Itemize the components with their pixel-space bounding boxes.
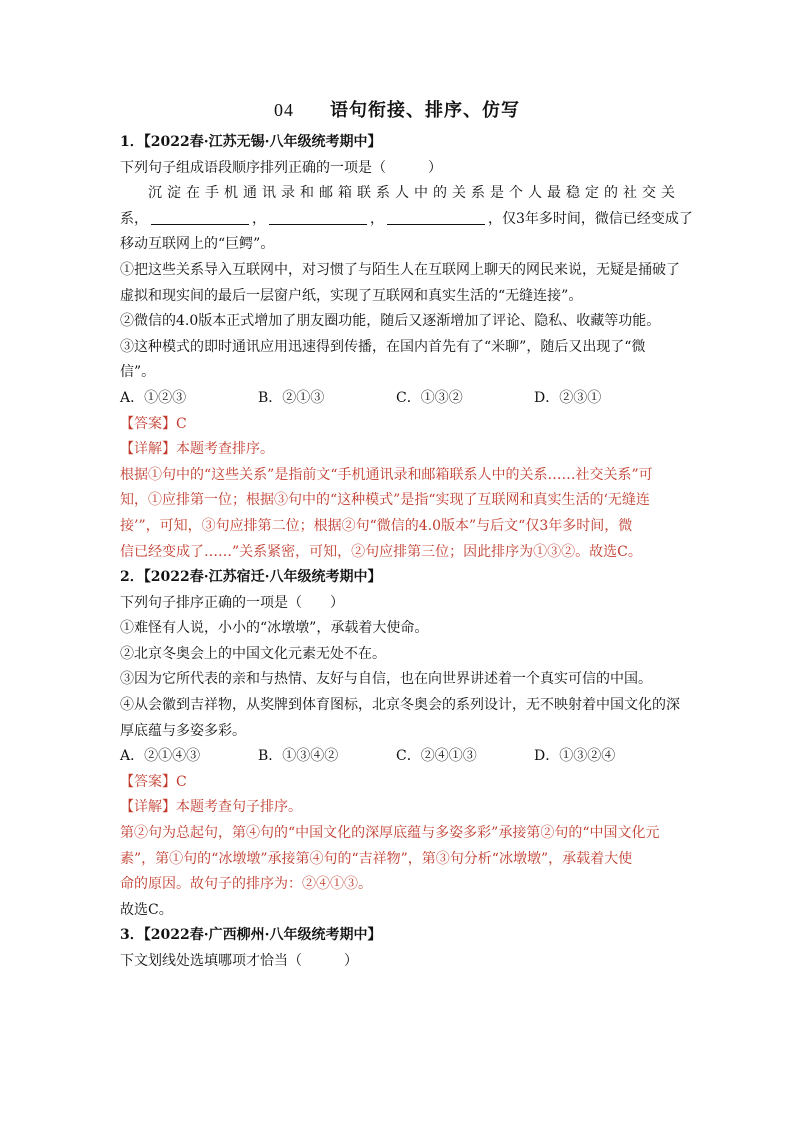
sentence-3: ③这种模式的即时通讯应用迅速得到传播，在国内首先有了“米聊”，随后又出现了“微 <box>120 338 646 355</box>
detail-label: 【详解】本题考查排序。 <box>120 441 274 458</box>
sentence-1: ①把这些关系导入互联网中，对习惯了与陌生人在互联网上聊天的网民来说，无疑是捅破了 <box>120 261 680 278</box>
passage-line: 沉淀在手机通讯录和邮箱联系人中的关系是个人最稳定的社交关 <box>148 185 675 202</box>
option-a: A．①②③ <box>120 389 187 406</box>
sentence-3: ③因为它所代表的亲和与热情、友好与自信，也在向世界讲述着一个真实可信的中国。 <box>120 671 652 688</box>
sentence-1-cont: 虚拟和现实间的最后一层窗户纸，实现了互联网和真实生活的“无缝连接”。 <box>120 287 583 304</box>
question-1-options <box>120 386 675 412</box>
fill-blank <box>151 210 249 225</box>
sentence-4: ④从会徽到吉祥物，从奖牌到体育图标，北京冬奥会的系列设计，无不映射着中国文化的深 <box>120 697 680 714</box>
option-d: D．②③① <box>534 389 602 406</box>
sentence-4-cont: 厚底蕴与多姿多彩。 <box>120 722 246 739</box>
explanation-line: 接’”，可知，③句应排第二位；根据②句“微信的4.0版本”与后文“仅3年多时间，微 <box>120 517 633 534</box>
option-c: C．②④①③ <box>396 748 477 765</box>
fill-blank <box>387 210 485 225</box>
sentence-2: ②微信的4.0版本正式增加了朋友圈功能，随后又逐渐增加了评论、隐私、收藏等功能。 <box>120 313 661 330</box>
option-b: B．①③④② <box>258 748 339 765</box>
question-3-prompt: 下文划线处选填哪项才恰当（ ） <box>120 953 358 969</box>
question-2-prompt: 下列句子排序正确的一项是（ ） <box>120 594 344 611</box>
passage-line: 移动互联网上的“巨鳄”。 <box>120 236 275 253</box>
explanation-line: 信已经变成了……”关系紧密，可知，②句应排第三位；因此排序为①③②。故选C。 <box>120 543 642 560</box>
option-a: A．②①④③ <box>120 748 201 765</box>
option-b: B．②①③ <box>258 389 325 406</box>
answer-label: 【答案】C <box>120 415 187 432</box>
sentence-1: ①难怪有人说，小小的“冰墩墩”，承载着大使命。 <box>120 620 429 637</box>
explanation-line: 知，①应排第一位；根据③句中的“这种模式”是指“实现了互联网和真实生活的‘无缝连 <box>120 492 650 509</box>
document-body <box>120 130 693 975</box>
detail-label: 【详解】本题考查句子排序。 <box>120 799 302 816</box>
section-title: 语句衔接、排序、仿写 <box>330 100 520 121</box>
question-2-options <box>120 744 675 770</box>
sentence-2: ②北京冬奥会上的中国文化元素无处不在。 <box>120 645 386 662</box>
section-number: 04 <box>274 100 294 120</box>
fill-blank <box>269 210 367 225</box>
answer-label: 【答案】C <box>120 773 187 790</box>
sentence-3-cont: 信”。 <box>120 364 156 381</box>
option-d: D．①③②④ <box>534 748 616 765</box>
explanation-line: 第②句为总起句，第④句的“中国文化的深厚底蕴与多姿多彩”承接第②句的“中国文化元 <box>120 825 660 842</box>
conclusion-line: 故选C。 <box>120 901 173 918</box>
explanation-line: 素”，第①句的“冰墩墩”承接第④句的“吉祥物”，第③句分析“冰墩墩”，承载着大使 <box>120 850 633 867</box>
option-c: C．①③② <box>396 389 463 406</box>
explanation-line: 根据①句中的“这些关系”是指前文“手机通讯录和邮箱联系人中的关系……社交关系”可 <box>120 466 653 483</box>
page-title <box>0 96 794 122</box>
question-1-prompt: 下列句子组成语段顺序排列正确的一项是（ ） <box>120 159 442 176</box>
question-2-header: 2．【2022春·江苏宿迁·八年级统考期中】 <box>120 569 382 586</box>
question-1-header: 1．【2022春·江苏无锡·八年级统考期中】 <box>120 134 382 150</box>
passage-line-blanks: 系， ， ， ，仅3年多时间，微信已经变成了 <box>120 210 693 227</box>
question-3-header: 3．【2022春·广西柳州·八年级统考期中】 <box>120 927 382 944</box>
explanation-line: 命的原因。故句子的排序为：②④①③。 <box>120 876 372 893</box>
